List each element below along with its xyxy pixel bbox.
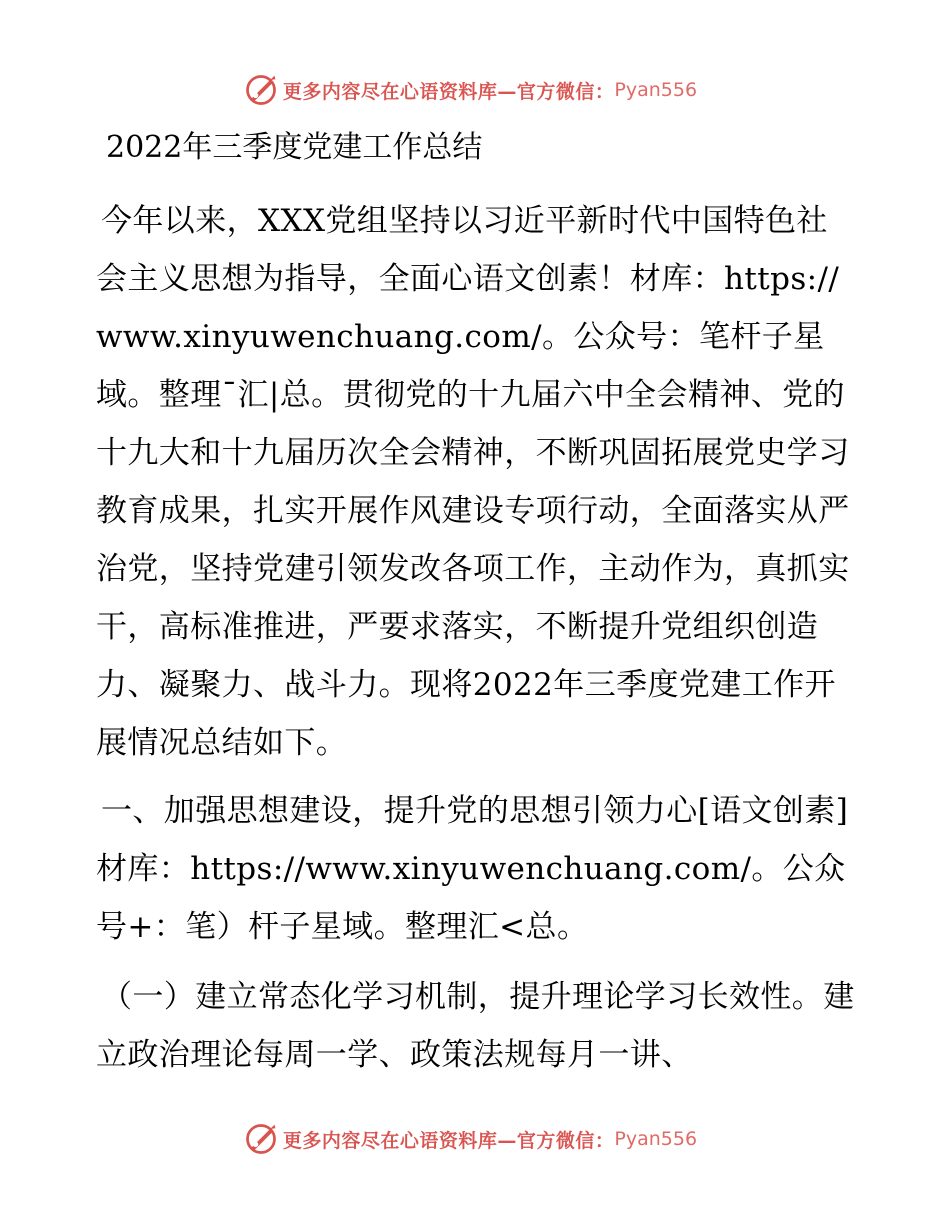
brush-pen-logo-icon bbox=[243, 72, 279, 108]
paragraph-subsection-one: （一）建立常态化学习机制，提升理论学习长效性。建立政治理论每周一学、政策法规每月一讲、 bbox=[96, 979, 855, 1073]
document-title: 2022年三季度党建工作总结 bbox=[106, 130, 483, 165]
header-watermark bbox=[0, 70, 950, 110]
watermark-wechat-id: Pyan556 bbox=[614, 1128, 698, 1150]
paragraph-intro: 今年以来，XXX党组坚持以习近平新时代中国特色社会主义思想为指导，全面心语文创素！材库：https://www.xinyuwenchuang.com/。公众号：笔杆子星域。整理¯汇|总。贯彻党的十九届六中全会精神、党的十九大和十九届历次全会精神，不断巩固拓展党史学习教育成果，扎实开展作风建设专项行动，全面落实从严治党，坚持党建引领发改各项工作，主动作为，真抓实干，高标准推进，严要求落实，不断提升党组织创造力、凝聚力、战斗力。现将2022年三季度党建工作开展情况总结如下。 bbox=[96, 203, 850, 761]
paragraph-section-one-heading: 一、加强思想建设，提升党的思想引领力心[语文创素]材库：https://www.xinyuwenchuang.com/。公众号+：笔）杆子星域。整理汇<总。 bbox=[96, 793, 849, 945]
watermark-text: 更多内容尽在心语资料库—官方微信： bbox=[282, 80, 615, 103]
watermark-wechat-id: Pyan556 bbox=[614, 79, 698, 101]
footer-watermark bbox=[0, 1119, 950, 1159]
brush-pen-logo-icon bbox=[243, 1121, 279, 1157]
document-body bbox=[96, 118, 856, 1084]
watermark-text: 更多内容尽在心语资料库—官方微信： bbox=[282, 1129, 615, 1152]
